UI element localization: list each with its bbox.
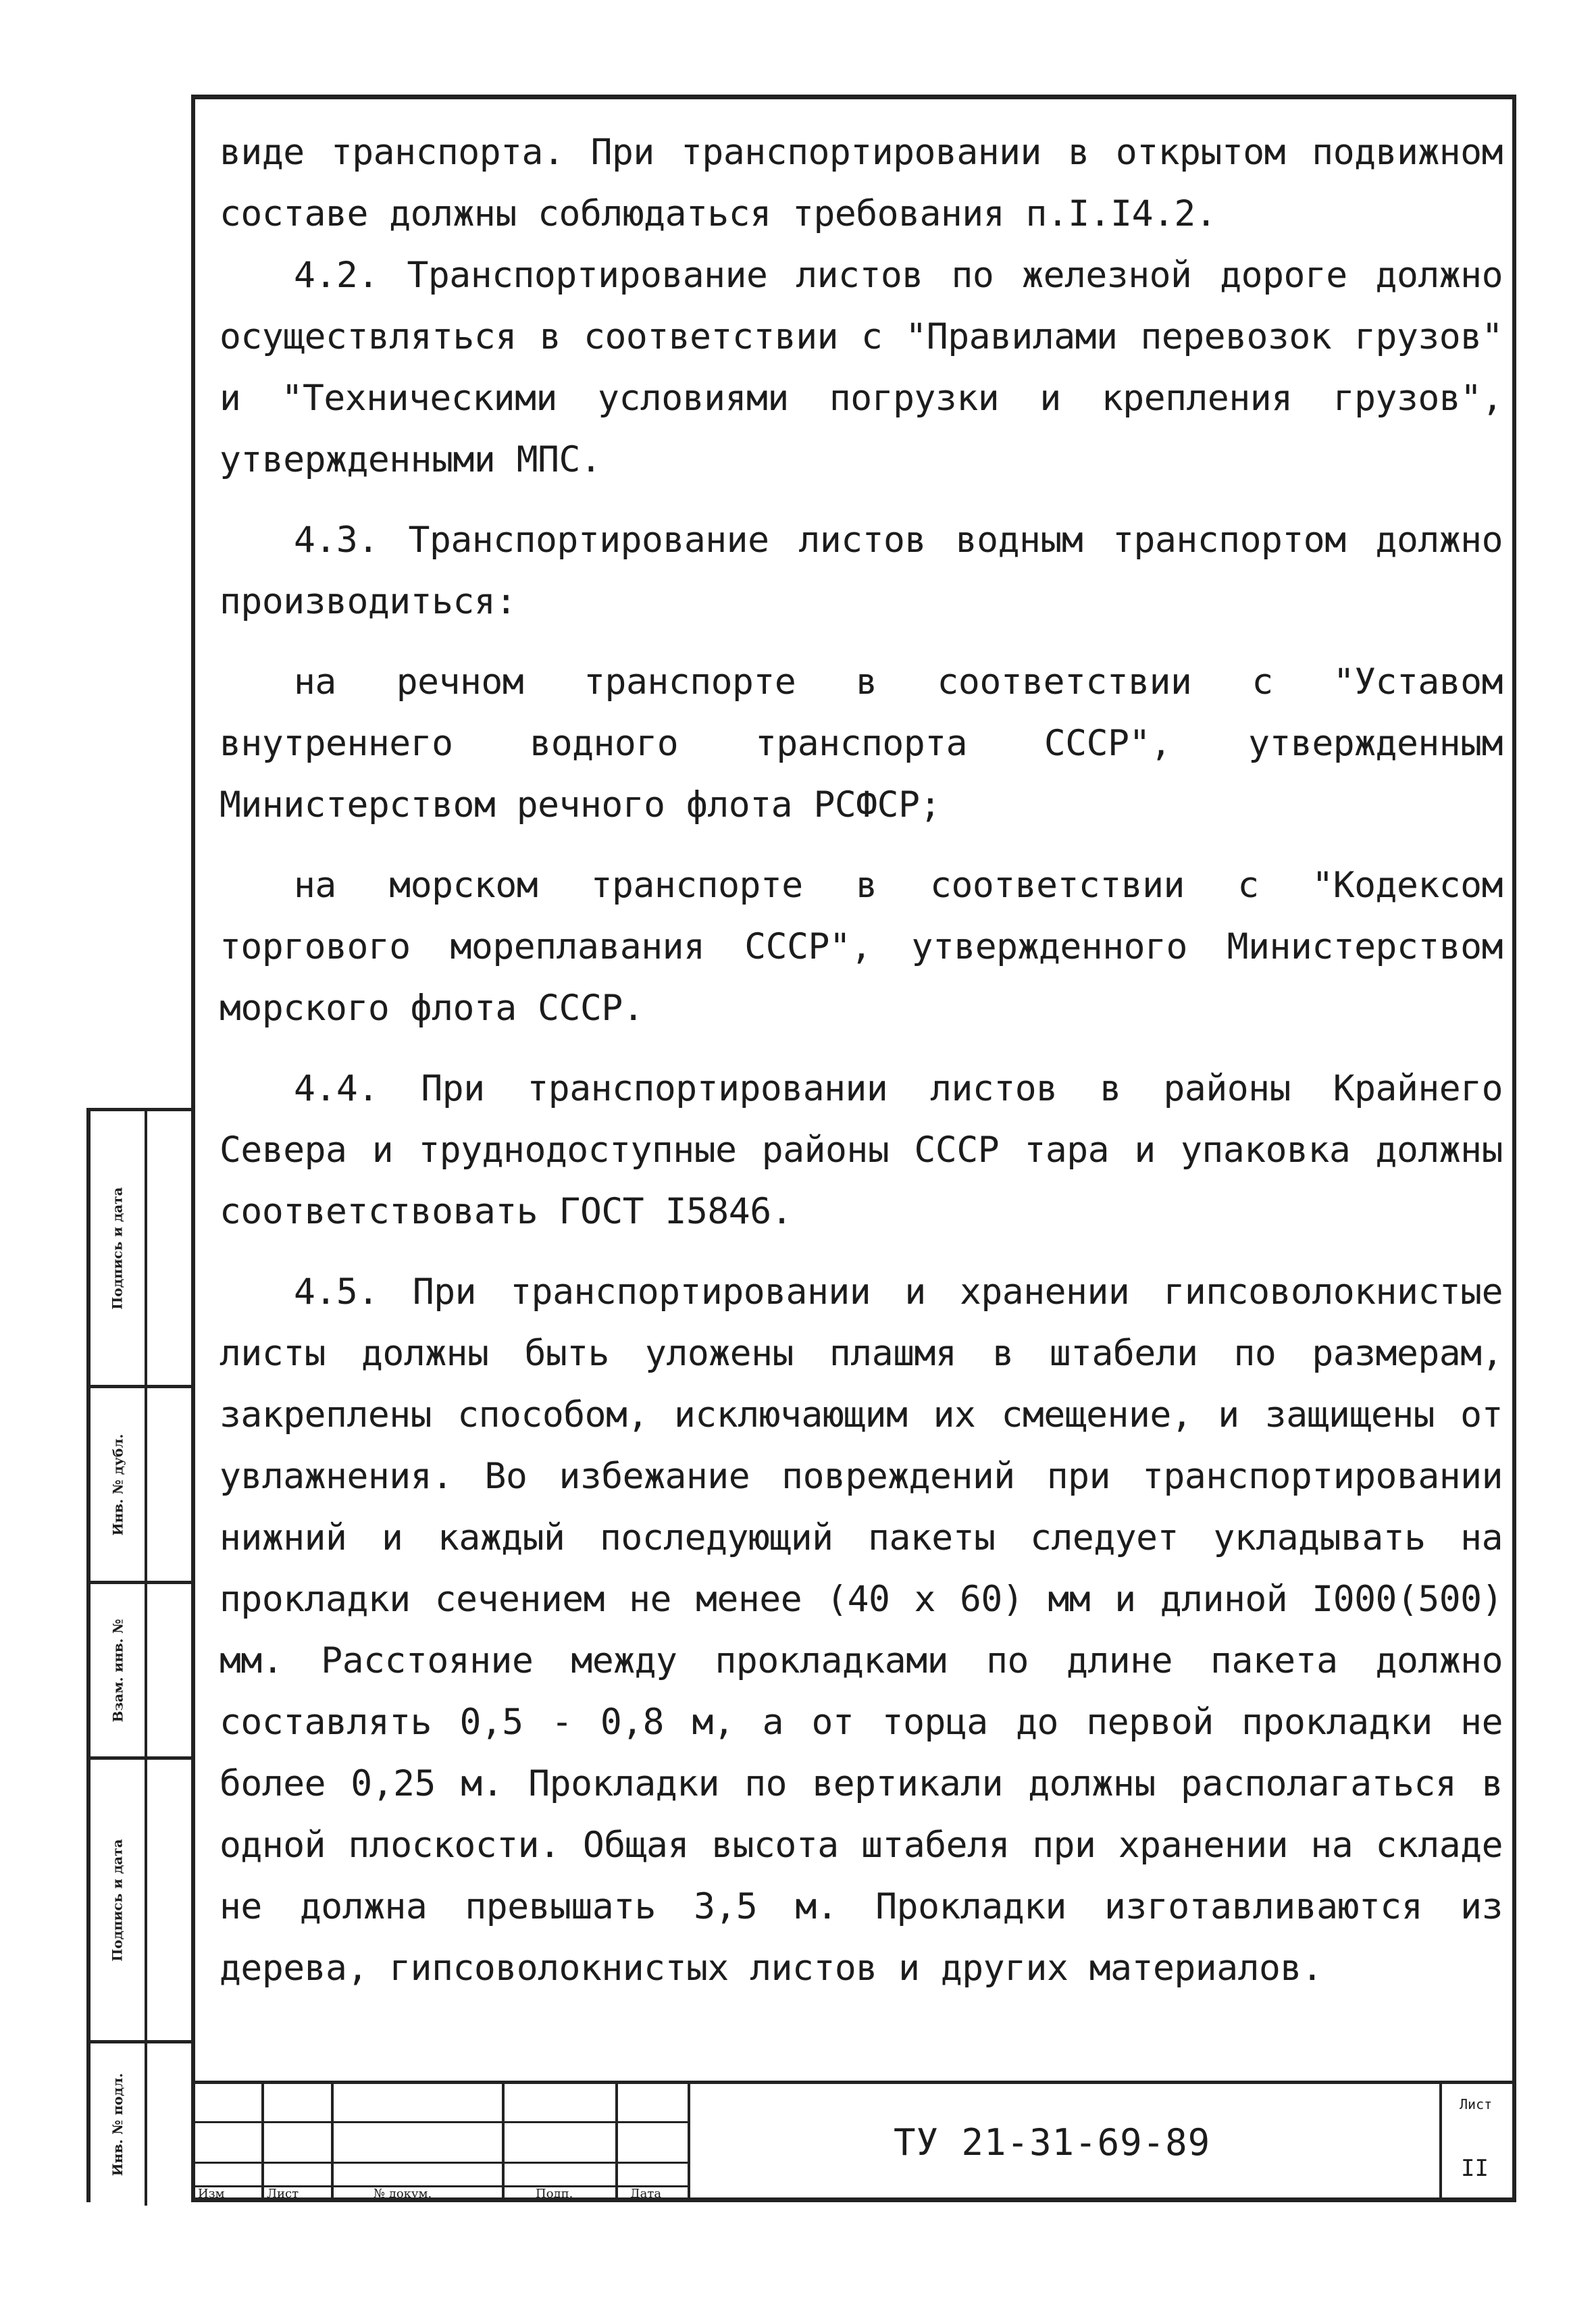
paragraph-sea-transport: на морском транспорте в соответствии с "Кодексом торгового мореплавания СССР", утвержденного Министерством морского флота СССР.	[220, 865, 1503, 1029]
side-label: Подпись и дата	[109, 1186, 126, 1310]
paragraph-4-2: 4.2. Транспортирование листов по железной дороге должно осуществляться в соответствии с "Правилами перевозок грузов" и "Техническими условиями погрузки и крепления грузов", утвержденными МПС.	[220, 255, 1503, 480]
paragraph-river-transport: на речном транспорте в соответствии с "Уставом внутреннего водного транспорта СССР", утвержденным Министерством речного флота РСФСР;	[220, 661, 1503, 825]
paragraph-4-4: 4.4. При транспортировании листов в районы Крайнего Севера и труднодоступные районы СССР тара и упаковка должны соответствовать ГОСТ I5846.	[220, 1068, 1503, 1232]
stamp-col-list: Лист	[267, 2187, 299, 2201]
side-cell-replace-inventory	[91, 1584, 191, 1760]
side-label: Подпись и дата	[109, 1838, 126, 1962]
document-body	[220, 122, 1503, 1999]
paragraph-4-3: 4.3. Транспортирование листов водным транспортом должно производиться:	[220, 519, 1503, 622]
stamp-col-doc: № докум.	[374, 2187, 432, 2201]
paragraph-continuation: виде транспорта. При транспортировании в открытом подвижном составе должны соблюдаться требования п.I.I4.2.	[220, 132, 1503, 234]
side-cell-signature-date-2	[91, 1760, 191, 2043]
paragraph-4-5: 4.5. При транспортировании и хранении гипсоволокнистые листы должны быть уложены плашмя в штабели по размерам, закреплены способом, исключающим их смещение, и защищены от увлажнения. Во избежание повреждений при транспортировании нижний и каждый последующий пакеты следует укладывать на прокладки сечением не менее (40 х 60) мм и длиной I000(500) мм. Расстояние между прокладками по длине пакета должно составлять 0,5 - 0,8 м, а от торца до первой прокладки не более 0,25 м. Прокладки по вертикали должны располагаться в одной плоскости. Общая высота штабеля при хранении на складе не должна превышать 3,5 м. Прокладки изготавливаются из дерева, гипсоволокнистых листов и других материалов.	[220, 1271, 1503, 1989]
stamp-col-date: Дата	[630, 2187, 662, 2201]
sheet-label: Лист	[1460, 2096, 1493, 2112]
title-block	[191, 2081, 1516, 2202]
sheet-number: II	[1461, 2155, 1489, 2182]
side-cell-original-inventory	[91, 2043, 191, 2206]
document-number: ТУ 21-31-69-89	[894, 2121, 1211, 2164]
side-cell-signature-date-1	[91, 1111, 191, 1388]
stamp-col-izm: Изм	[198, 2187, 225, 2201]
side-label: Инв. № дубл.	[109, 1433, 126, 1535]
binding-column	[86, 1108, 191, 2202]
side-cell-dup-inventory	[91, 1388, 191, 1584]
side-label: Инв. № подл.	[109, 2073, 126, 2177]
stamp-col-sign: Подп.	[536, 2187, 573, 2201]
side-label: Взам. инв. №	[109, 1619, 126, 1722]
